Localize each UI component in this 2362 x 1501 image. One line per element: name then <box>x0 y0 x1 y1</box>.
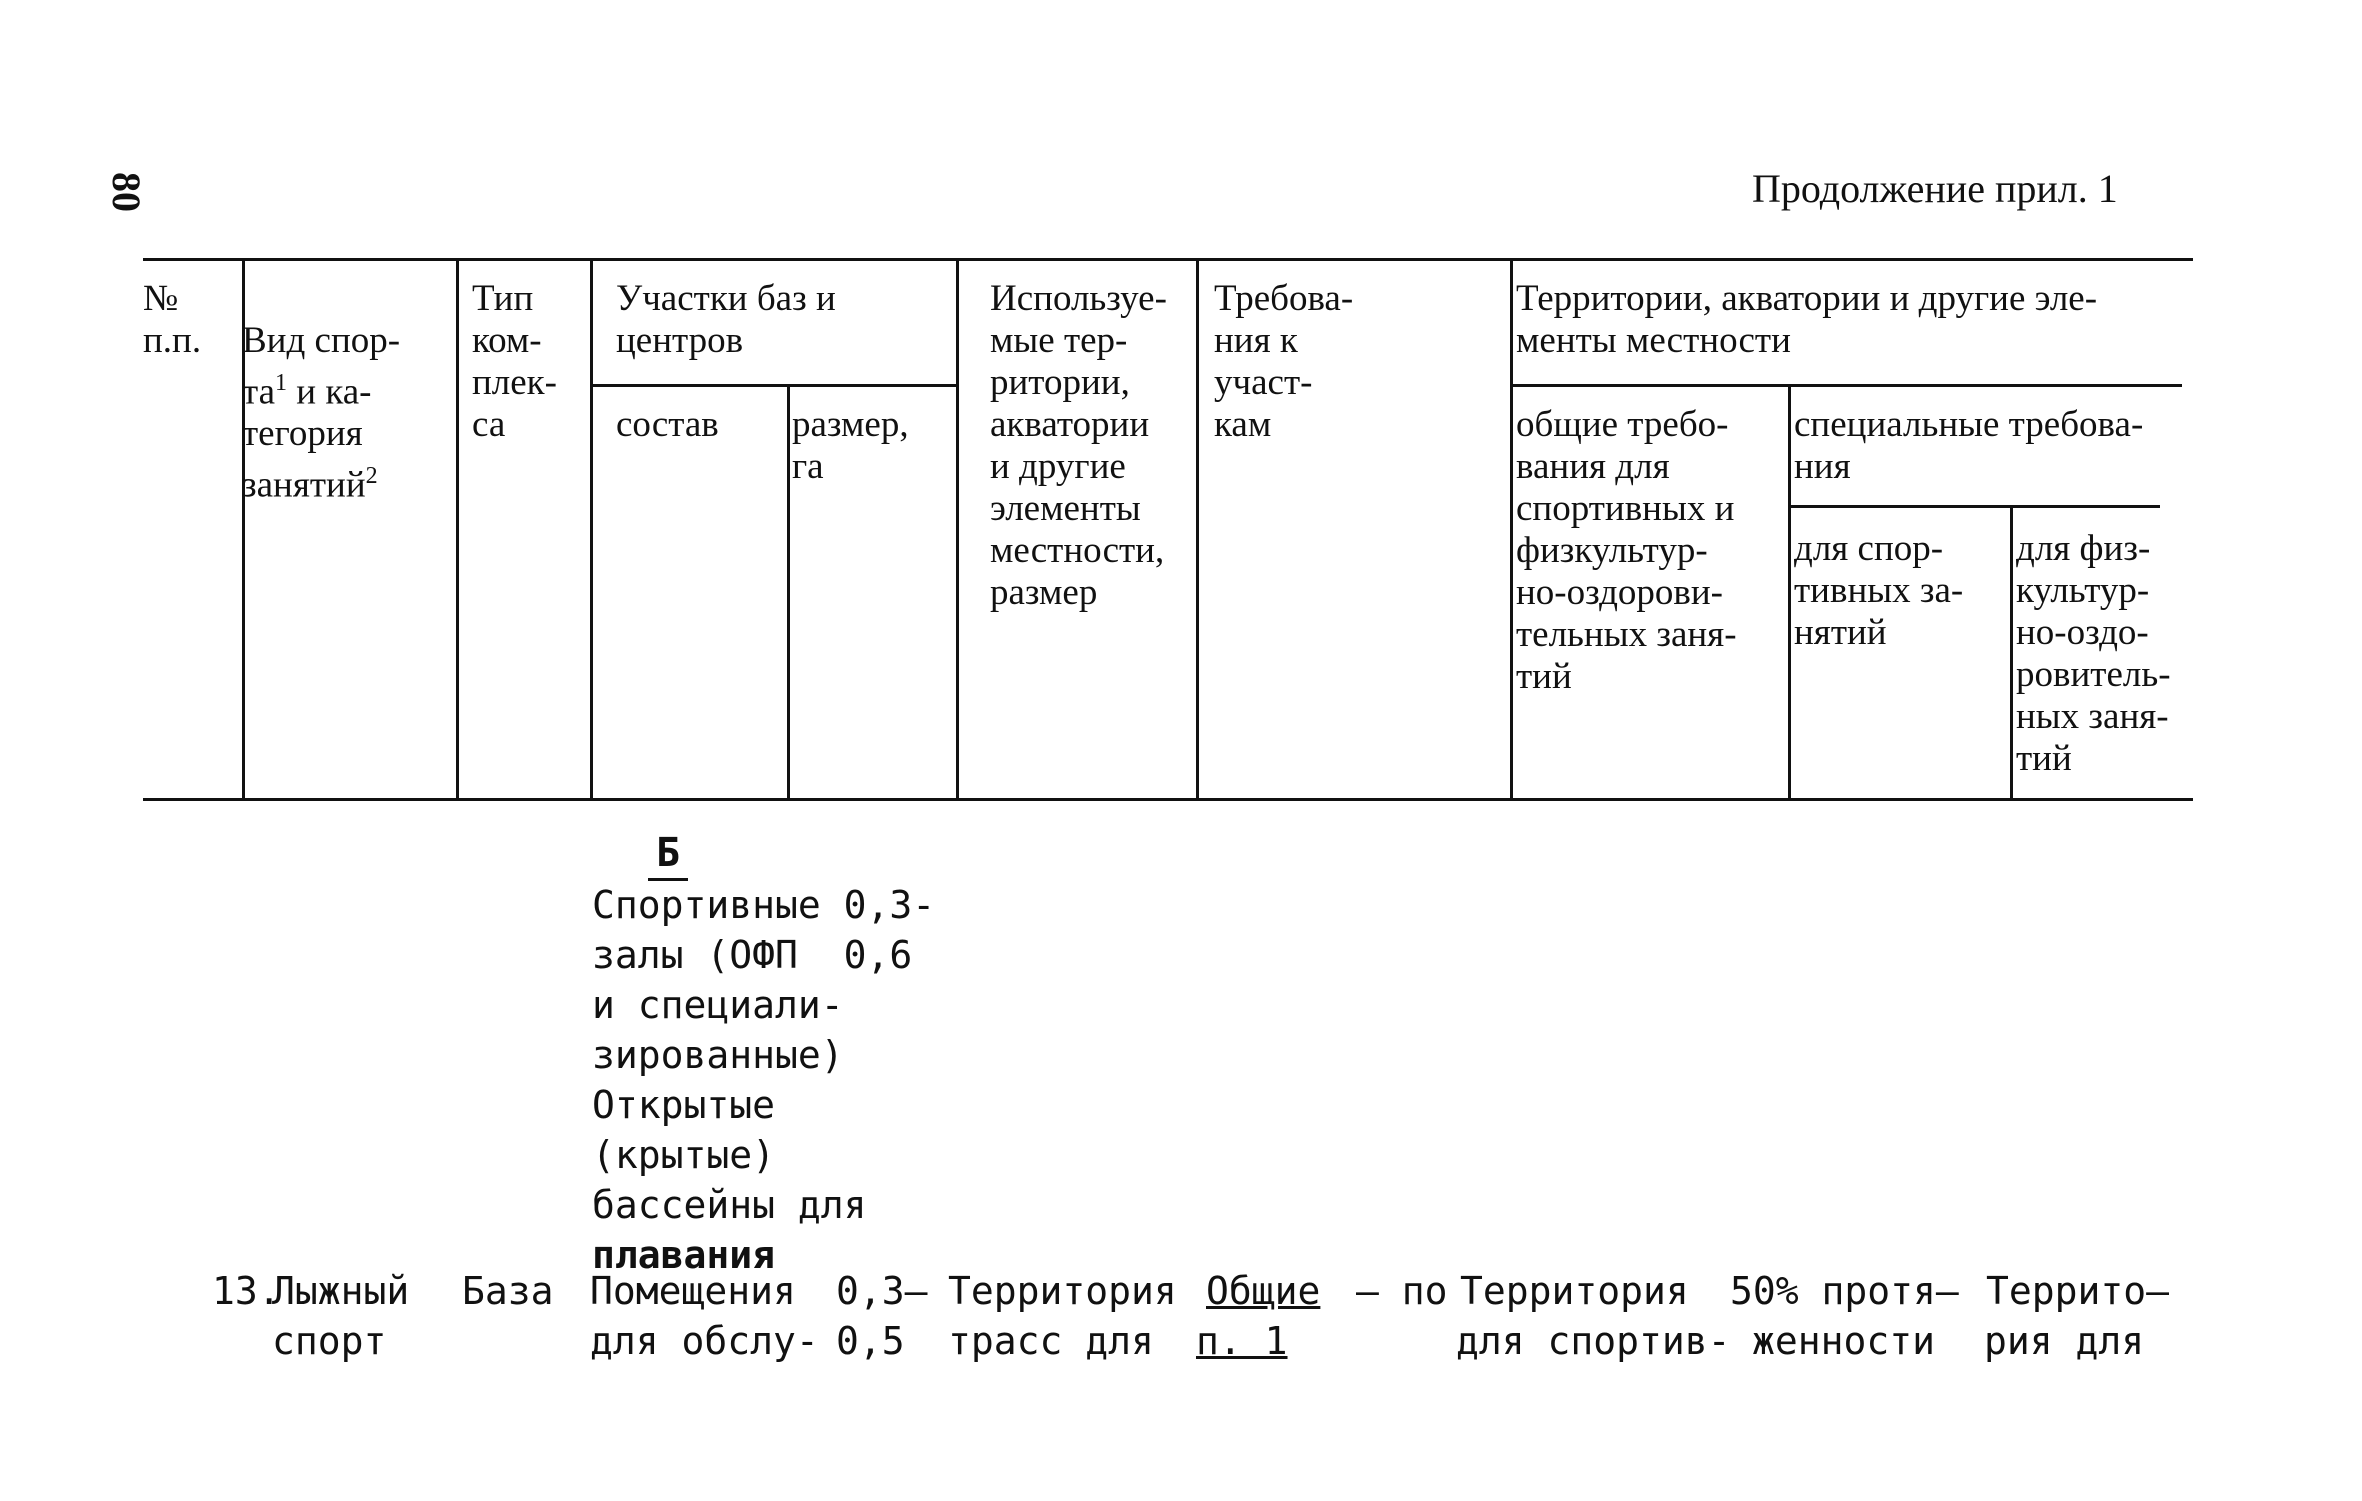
page-number: 80 <box>104 172 149 212</box>
continuation-line-3: и специали- <box>592 983 844 1027</box>
col-rule-7 <box>1510 258 1513 800</box>
continuation-line-1: Спортивные 0,3- <box>592 883 936 927</box>
row13-used-line1: Территория <box>948 1269 1177 1313</box>
section-letter: Б <box>648 830 688 881</box>
header-general-requirements: общие требо- вания для спортивных и физкультур- но-оздорови- тельных заня- тий <box>1516 404 1737 697</box>
row13-used-line2: трасс для <box>948 1319 1154 1363</box>
header-plots-composition: состав <box>616 404 719 445</box>
row13-sport-special-line1: 50% протя– <box>1730 1269 1959 1313</box>
table-bottom-rule <box>143 798 2193 801</box>
col-rule-2 <box>456 258 459 800</box>
header-sport-a: Вид спор- та <box>242 320 401 413</box>
row13-sport-special-line2: женности <box>1752 1319 1936 1363</box>
row13-composition-line2: для обслу- <box>590 1319 819 1363</box>
row13-fitness-line2: рия для <box>1984 1319 2145 1363</box>
running-head: Продолжение прил. 1 <box>1752 166 2118 211</box>
row13-size-line2: 0,5 <box>836 1319 905 1363</box>
continuation-line-6: (крытые) <box>592 1133 776 1177</box>
header-plots-size: размер, га <box>792 404 909 487</box>
header-used-territories: Используе- мые тер- ритории, акватории и другие элементы местности, размер <box>990 278 1167 613</box>
row13-composition-line1: Помещения <box>590 1269 796 1313</box>
header-complex-type: Тип ком- плек- са <box>472 278 557 445</box>
footnote-2: 2 <box>365 463 378 490</box>
special-subrule <box>1790 505 2160 508</box>
col-rule-5 <box>956 258 959 800</box>
row13-req-dash: – по <box>1356 1269 1448 1313</box>
header-special-requirements: специальные требова- ния <box>1794 404 2144 487</box>
continuation-line-4: зированные) <box>592 1033 844 1077</box>
continuation-line-8: плавания <box>592 1233 776 1277</box>
footnote-1: 1 <box>275 370 288 396</box>
table-top-rule <box>143 258 2193 261</box>
header-number: № п.п. <box>143 278 202 361</box>
row13-req-ref: п. 1 <box>1196 1319 1288 1363</box>
row13-sport-line2: спорт <box>272 1319 387 1363</box>
row13-general-line1: Территория <box>1460 1269 1689 1313</box>
col-rule-9 <box>2010 507 2013 800</box>
header-sport-category <box>242 278 452 507</box>
header-sport-b: и ка- тегория занятий <box>242 371 372 506</box>
row13-req-general: Общие <box>1206 1269 1321 1313</box>
row13-type: База <box>462 1269 554 1313</box>
header-requirements: Требова- ния к участ- кам <box>1214 278 1354 445</box>
header-territories: Территории, акватории и другие эле- менты местности <box>1516 278 2098 361</box>
col-rule-6 <box>1196 258 1199 800</box>
continuation-line-2: залы (ОФП 0,6 <box>592 933 913 977</box>
col-rule-4 <box>787 386 790 800</box>
header-special-fitness: для физ- культур- но-оздо- ровитель- ных заня- тий <box>2016 528 2171 779</box>
col-rule-8 <box>1788 386 1791 800</box>
row13-size-line1: 0,3– <box>836 1269 928 1313</box>
row13-number: 13. <box>212 1269 281 1313</box>
continuation-line-7: бассейны для <box>592 1183 867 1227</box>
row13-sport-line1: Лыжный <box>272 1269 410 1313</box>
continuation-line-5: Открытые <box>592 1083 776 1127</box>
header-plots: Участки баз и центров <box>616 278 836 361</box>
row13-general-line2: для спортив- <box>1456 1319 1731 1363</box>
territories-subrule <box>1512 384 2182 387</box>
row13-fitness-line1: Террито– <box>1986 1269 2170 1313</box>
header-special-sport: для спор- тивных за- нятий <box>1794 528 1964 653</box>
col-rule-3 <box>590 258 593 800</box>
plots-subrule <box>592 384 956 387</box>
